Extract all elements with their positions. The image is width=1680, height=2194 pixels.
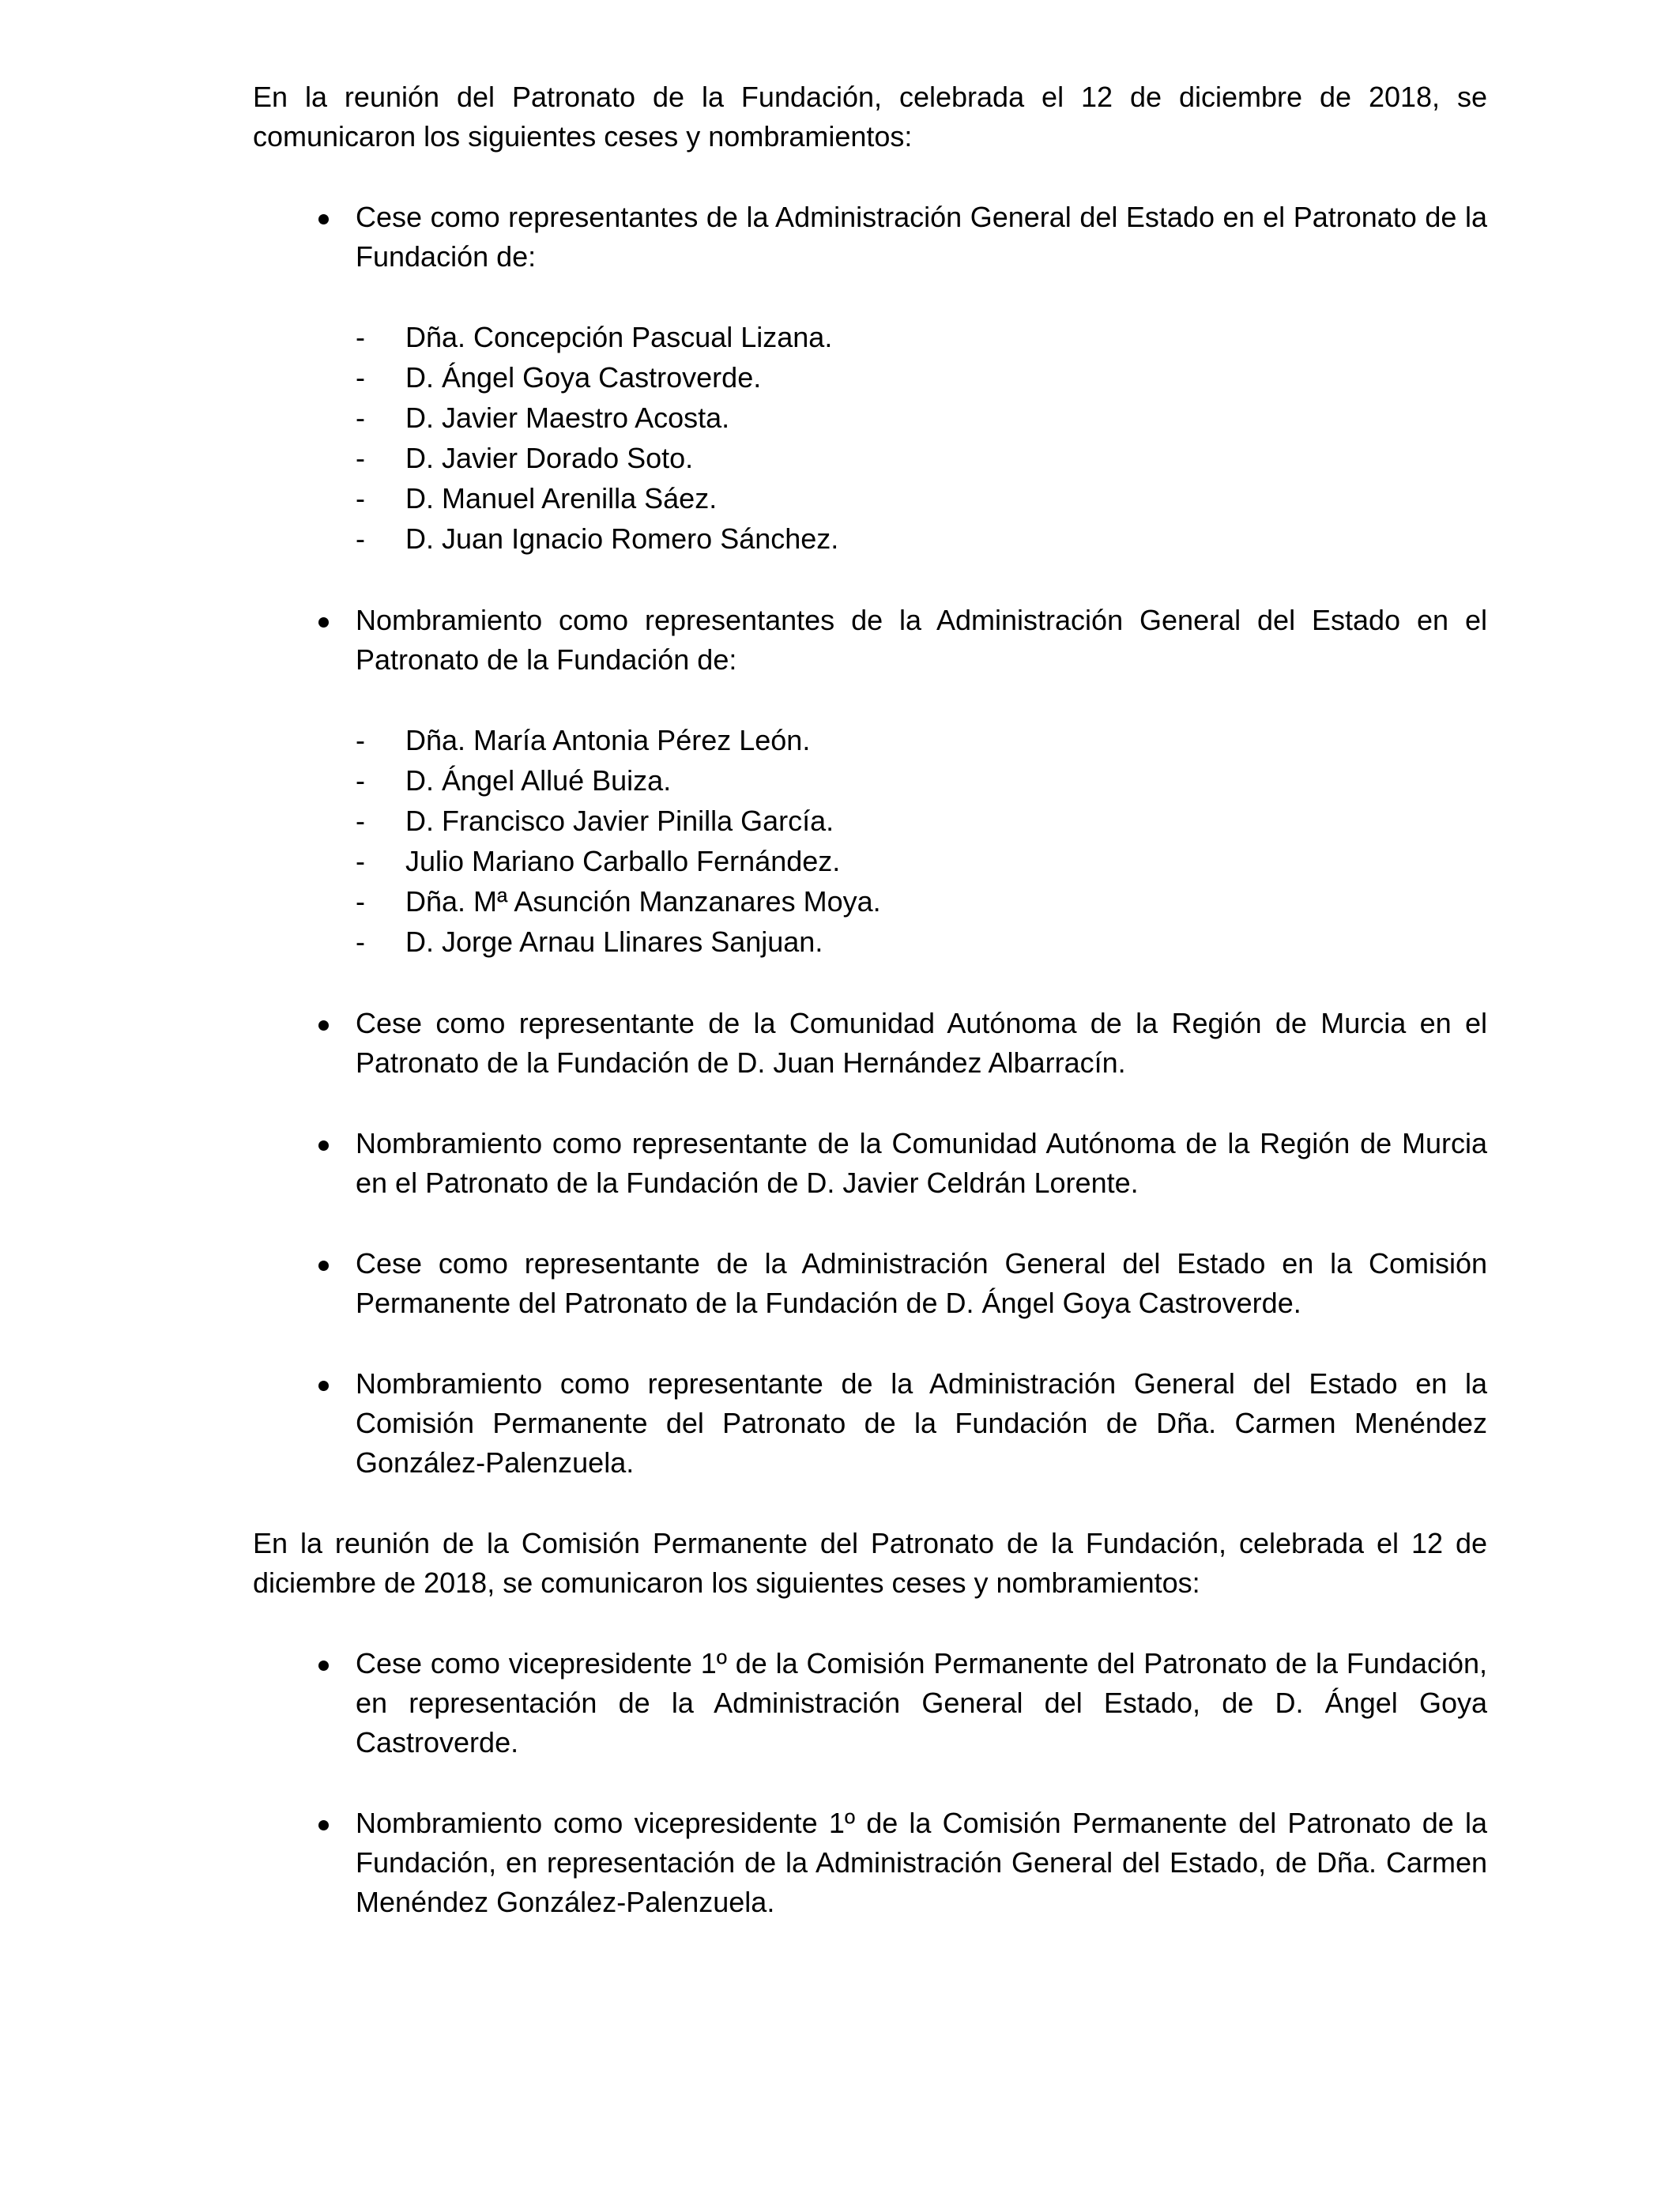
person-name: Dña. Mª Asunción Manzanares Moya. (405, 885, 881, 918)
bullet-text: Cese como representante de la Comunidad Autónoma de la Región de Murcia en el Patronato de la Fundación de D. Juan Hernández Albarracín. (356, 1007, 1487, 1079)
bullet-text: Cese como vicepresidente 1º de la Comisión Permanente del Patronato de la Fundación, en representación de la Administración General del Estado, de D. Ángel Goya Castroverde. (356, 1647, 1487, 1759)
bullet-text: Nombramiento como representante de la Comunidad Autónoma de la Región de Murcia en el Patronato de la Fundación de D. Javier Celdrán Lorente. (356, 1127, 1487, 1199)
dash-icon: - (356, 925, 365, 958)
person-name: D. Ángel Allué Buiza. (405, 764, 672, 797)
list-item (356, 842, 1487, 882)
bullet-text: Nombramiento como representantes de la Administración General del Estado en el Patronato de la Fundación de: (356, 604, 1487, 676)
bullet-item-nombramiento-murcia (253, 1124, 1487, 1203)
names-list (356, 721, 1487, 963)
person-name: Julio Mariano Carballo Fernández. (405, 845, 841, 877)
section1-intro: En la reunión del Patronato de la Fundación, celebrada el 12 de diciembre de 2018, se comunicaron los siguientes ceses y nombramientos: (253, 81, 1487, 153)
list-item (356, 761, 1487, 801)
list-item (356, 318, 1487, 358)
list-item (356, 721, 1487, 761)
person-name: D. Manuel Arenilla Sáez. (405, 482, 718, 515)
section2-intro: En la reunión de la Comisión Permanente del Patronato de la Fundación, celebrada el 12 de diciembre de 2018, se comunicaron los siguientes ceses y nombramientos: (253, 1527, 1487, 1599)
person-name: D. Javier Maestro Acosta. (405, 401, 730, 434)
document-body (253, 77, 1487, 1963)
bullet-text: Nombramiento como vicepresidente 1º de la Comisión Permanente del Patronato de la Fundación, en representación de la Administración General del Estado, de Dña. Carmen Menéndez González-Palenzuela. (356, 1807, 1487, 1918)
list-item (356, 519, 1487, 560)
list-item (356, 398, 1487, 439)
person-name: D. Francisco Javier Pinilla García. (405, 805, 834, 837)
bullet-text: Nombramiento como representante de la Administración General del Estado en la Comisión Permanente del Patronato de la Fundación de Dña. Carmen Menéndez González-Palenzuela. (356, 1367, 1487, 1479)
list-item (356, 882, 1487, 922)
bullet-icon (318, 1020, 329, 1031)
person-name: D. Javier Dorado Soto. (405, 442, 694, 474)
dash-icon: - (356, 321, 365, 353)
list-item (356, 439, 1487, 479)
bullet-text: Cese como representantes de la Administración General del Estado en el Patronato de la Fundación de: (356, 201, 1487, 273)
list-item (356, 358, 1487, 398)
bullet-item-cese-age (253, 198, 1487, 560)
bullet-text: Cese como representante de la Administración General del Estado en la Comisión Permanente del Patronato de la Fundación de D. Ángel Goya Castroverde. (356, 1247, 1487, 1319)
bullet-icon (318, 214, 329, 224)
bullet-item-nombramiento-comision (253, 1364, 1487, 1483)
person-name: Dña. Concepción Pascual Lizana. (405, 321, 833, 353)
bullet-icon (318, 1140, 329, 1151)
dash-icon: - (356, 482, 365, 515)
dash-icon: - (356, 522, 365, 555)
dash-icon: - (356, 401, 365, 434)
bullet-item-nombramiento-age (253, 601, 1487, 963)
bullet-icon (318, 1661, 329, 1671)
person-name: Dña. María Antonia Pérez León. (405, 724, 811, 756)
bullet-icon (318, 1381, 329, 1391)
bullet-item-nombramiento-vicepresidente (253, 1804, 1487, 1922)
bullet-item-cese-comision (253, 1244, 1487, 1323)
names-list (356, 318, 1487, 560)
bullet-icon (318, 1261, 329, 1271)
dash-icon: - (356, 724, 365, 756)
dash-icon: - (356, 361, 365, 394)
list-item (356, 479, 1487, 519)
dash-icon: - (356, 805, 365, 837)
dash-icon: - (356, 845, 365, 877)
bullet-icon (318, 617, 329, 628)
person-name: D. Juan Ignacio Romero Sánchez. (405, 522, 839, 555)
list-item (356, 922, 1487, 963)
bullet-icon (318, 1820, 329, 1830)
bullet-item-cese-vicepresidente (253, 1644, 1487, 1762)
bullet-item-cese-murcia (253, 1004, 1487, 1083)
dash-icon: - (356, 442, 365, 474)
list-item (356, 801, 1487, 842)
person-name: D. Ángel Goya Castroverde. (405, 361, 762, 394)
dash-icon: - (356, 764, 365, 797)
dash-icon: - (356, 885, 365, 918)
person-name: D. Jorge Arnau Llinares Sanjuan. (405, 925, 823, 958)
